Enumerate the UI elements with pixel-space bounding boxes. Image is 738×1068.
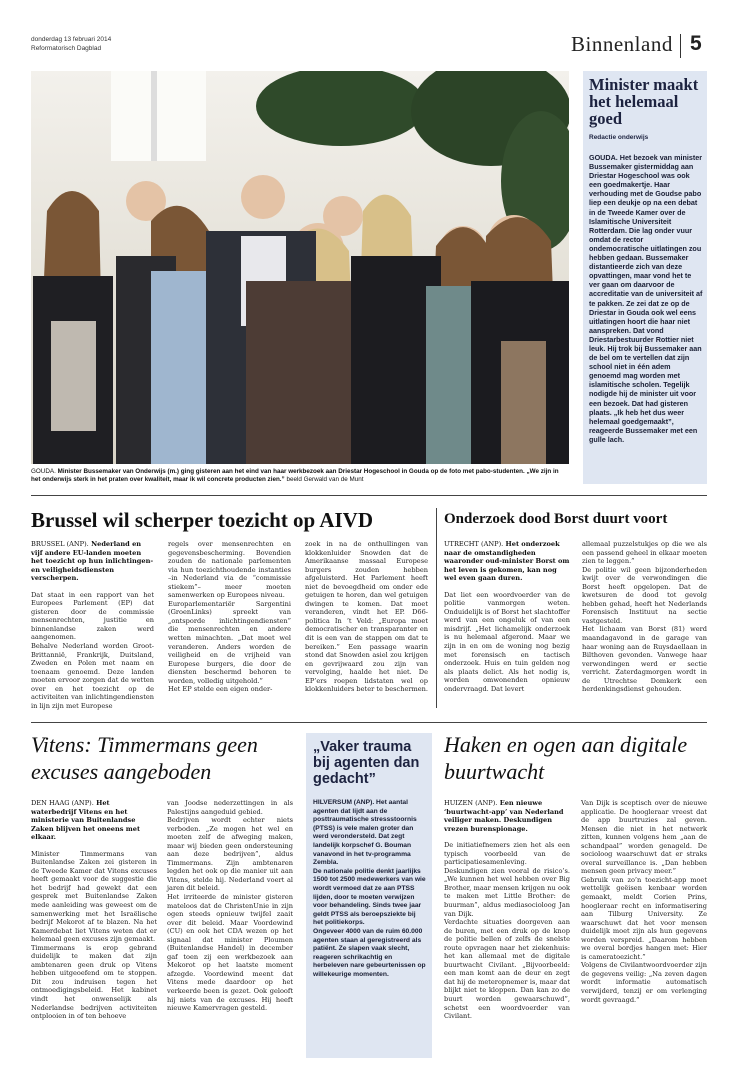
article3-body-col2: van Joodse nederzettingen in als Palestijns aangeduid gebied. Bedrijven wordt echter niets verboden. „Ze mogen het wel en moeten zelf de afweging maken, maar wij bieden geen ondersteuning aan deze bedrijven”, aldus Timmermans. Zijn ambtenaren legden het ook op die manier uit aan Vitens, stelde hij. Nederland voert al jaren dit beleid. Het irriteerde de minister gisteren mateloos dat de ChristenUnie in zijn ogen steeds opnieuw twijfel zaait over dit beleid. Maar Voordewind (CU) en ook het CDA wezen op het signaal dat minister Ploumen (Buitenlandse Handel) in december gaf toen zij een werkbezoek aan Mekorot op het laatste moment afzegde. Voordewind meent dat Vitens mede daardoor op het verkeerde been is gezet. Ook gelooft hij niets van de excuses. Hij heeft nieuwe Kamervragen gesteld. <box>167 799 293 1013</box>
article2-lead-text: Het onderzoek naar de omstandigheden waaronder oud-minister Borst om het leven is gekomen, kan nog wel even gaan duren. <box>444 540 570 583</box>
article1-body-col2: regels over mensenrechten en gegevensbescherming. Bovendien zouden de nationale parlementen via hun toezichthoudende instanties –in Nederland via de “commissie stiekem”– meer moeten samenwerken op Europees niveau. Europarlementariër Sargentini (GroenLinks) spreekt van „ontsporde inlichtingendiensten” die mensenrechten en andere wetten minachten. „Dat moet wel veranderen. Anders worden de veiligheid en de vrijheid van Europese burgers, die door de diensten beschermd behoren te worden, volledig uitgehold.” Het EP stelde een eigen onder- <box>168 540 291 694</box>
column-divider <box>436 508 437 708</box>
article2-headline: Onderzoek dood Borst duurt voort <box>444 511 668 527</box>
article3-body-col1: Minister Timmermans van Buitenlandse Zaken zei gisteren in de Tweede Kamer dat Vitens excuses heeft gemaakt voor de suggestie die het bedrijf had gewekt dat een gesprek met Buitenlandse Zaken mede aanleiding was geweest om de samenwerking met het Israëlische bedrijf Mekorot af te blazen. Na het Kamerdebat liet Vitens weten dat er helemaal geen excuses zijn gemaakt. Timmermans is erop gebrand duidelijk te maken dat zijn ambtenaren geen druk op Vitens hebben uitgeoefend om te stoppen. Dit zou indruisen tegen het ontmoedigingsbeleid. Het kabinet vindt het onwenselijk als Nederlandse bedrijven activiteiten ontplooien in of ten behoeve <box>31 849 157 1021</box>
article5-dateline: HUIZEN (ANP). <box>444 799 498 807</box>
article2-dateline: UTRECHT (ANP). <box>444 540 504 548</box>
article1-body-col3: zoek in na de onthullingen van klokkenluider Snowden dat de Amerikaanse massaal Europese burgers zouden hebben afgeluisterd. Het Parlement heeft niet de bevoegdheid om onder ede getuigen te horen, dan wel getuigen dwingen te komen. Dat moet veranderen, vindt het EP. D66-politica In ’t Veld: „Europa moet democratischer en transparanter en dit is een van de stappen om dat te bereiken.” Een passage waarin stond dat Snowden asiel zou krijgen en gevrijwaard zou zijn van vervolging, haalde het niet. De EP’ers roepen lidstaten wel op klokkenluiders beter te beschermen. <box>305 540 429 694</box>
article1-lead-text: Nederland en vijf andere EU-landen moeten het toezicht op hun inlichtingen- en veiligheidsdiensten verscherpen. <box>31 540 154 583</box>
article4-body: HILVERSUM (ANP). Het aantal agenten dat lijdt aan de posttraumatische stressstoornis (PTSS) is vele malen groter dan werd verondersteld. Dat zegt landelijk korpschef G. Bouman vanavond in het tv-programma Zembla. De nationale politie denkt jaarlijks 1500 tot 2500 medewerkers van wie wordt vermoed dat ze aan PTSS lijden, door te moeten verwijzen voor behandeling. Sinds twee jaar geldt PTSS als beroepsziekte bij het politiekorps. Ongeveer 4000 van de ruim 60.000 agenten staan al geregistreerd als patiënt. Ze slapen vaak slecht, reageren schrikachtig en herbeleven nare gebeurtenissen op willekeurige momenten. <box>313 799 426 978</box>
group-photo <box>31 71 569 464</box>
article1-col1 <box>31 540 154 710</box>
article3-headline: Vitens: Timmermans geen excuses aangeboden <box>31 732 258 784</box>
sidebar-byline: Redactie onderwijs <box>589 134 649 141</box>
sidebar-box <box>583 71 707 484</box>
article1-headline: Brussel wil scherper toezicht op AIVD <box>31 508 373 532</box>
article5-col1 <box>444 799 570 1021</box>
caption-quote: „We zijn in het onderwijs sterk in het praten over kwaliteit, maar ik wil concrete producten zien.” <box>31 468 559 484</box>
article2-lead <box>444 540 570 583</box>
article3-lead-text: Het waterbedrijf Vitens en het ministerie van Buitenlandse Zaken blijven het oneens met elkaar. <box>31 799 140 842</box>
header-divider <box>680 34 681 58</box>
page-date: donderdag 13 februari 2014 <box>31 36 112 43</box>
article5-body-col1: De initiatiefnemers zien het als een typisch voorbeeld van de participatiesamenleving. Deskundigen zien vooral de risico’s. „We kunnen het wel hebben over Big Brother, maar mensen krijgen nu ook te maken met Little Brother: de buurman”, aldus mediasocioloog Jan van Dijk. Verdachte situaties doorgeven aan de buren, met een druk op de knop de politie bellen of zelfs de snelste route opvragen naar het ziekenhuis: het kan allemaal met de digitale buurtwacht Civilant. „Bijvoorbeeld: een man komt aan de deur en zegt dat hij de meteropnemer is, maar dat blijkt niet te kloppen. Dan kan zo de buurt worden gewaarschuwd”, schetst een woordvoerder van Civilant. <box>444 841 570 1021</box>
sidebar-title: Minister maakt het helemaal goed <box>589 75 699 128</box>
article1-dateline: BRUSSEL (ANP). <box>31 540 89 548</box>
article5-body-col2: Van Dijk is sceptisch over de nieuwe applicatie. De hoogleraar vreest dat de app buurtruzies zal geven. Mensen die niet in het netwerk zitten, kunnen volgens hem „aan de schandpaal” worden genageld. De socioloog waarschuwt dat er straks overal surveillance is. „Dan hebben mensen geen privacy meer.” Gebruik van zo’n toezicht-app moet wettelijk geëisen kenbaar worden gemaakt, meldt Corien Prins, hoogleraar recht en informatisering aan Tilburg University. Ze waarschuwt dat het voor mensen duidelijk moet zijn als hun gegevens worden verspreid. „Daarom hebben we overal bordjes hangen met: Hier is cameratoezicht.” Volgens de Civilantwoordvoerder zijn de gegevens veilig: „Na zeven dagen wordt informatie automatisch verwijderd, tenzij er om verlenging wordt gevraagd.” <box>581 799 707 1004</box>
caption-credit: beeld Gerwald van de Munt <box>286 476 364 484</box>
caption-place: GOUDA. <box>31 468 56 475</box>
section-rule-2 <box>31 722 707 723</box>
section-title: Binnenland <box>571 32 673 56</box>
article3-col1 <box>31 799 157 1021</box>
article3-dateline: DEN HAAG (ANP). <box>31 799 94 807</box>
article2-body-col2: allemaal puzzelstukjes op die we als een passend geheel in elkaar moeten zien te leggen.” De politie wil geen bijzonderheden kwijt over de verwondingen die Borst heeft opgelopen. Dat de kwetsuren de dood tot gevolg hebben gehad, heeft het Nederlands Forensisch Instituut na sectie vastgesteld. Het lichaam van Borst (81) werd maandagavond in de garage van haar woning aan de Ruysdaellaan in Bilthoven gevonden. Vanwege haar verwondingen werd er sectie verricht. Zaterdagmorgen wordt in de Utrechtse Domkerk een herdenkingsdienst gehouden. <box>582 540 707 694</box>
photo-illustration <box>31 71 569 464</box>
page-number: 5 <box>690 32 702 55</box>
article5-lead <box>444 799 570 833</box>
article3-lead <box>31 799 157 842</box>
photo-caption <box>31 468 569 485</box>
article4-box <box>306 733 432 1058</box>
article2-col1 <box>444 540 570 693</box>
article2-body-col1: Dat liet een woordvoerder van de politie vanmorgen weten. Onduidelijk is of Borst het slachtoffer werd van een ongeluk of van een misdrijf. „Het lichamelijk onderzoek is nu helemaal afgerond. Maar we zijn in en om de woning nog bezig met forensisch en tactisch onderzoek. Huis en tuin gelden nog als plaats delict. Als het nodig is, worden omwonenden opnieuw ondervraagd. Dat levert <box>444 590 570 693</box>
article5-headline: Haken en ogen aan digitale buurtwacht <box>444 732 688 784</box>
newspaper-name: Reformatorisch Dagblad <box>31 45 102 52</box>
article1-lead <box>31 540 154 583</box>
article5-lead-text: Een nieuwe ‘buurtwacht-app’ van Nederland veiliger maken. Deskundigen vrezen burenspionage. <box>444 799 564 833</box>
article1-body-col1: Dat staat in een rapport van het Europees Parlement (EP) dat gisteren door de commissie mensenrechten, justitie en binnenlandse zaken werd aangenomen. Behalve Nederland worden Groot-Brittannië, Frankrijk, Duitsland, Zweden en Polen met naam en toenaam genoemd. Deze landen moeten ervoor zorgen dat de wetten over en het toezicht op de activiteiten van inlichtingendiensten in lijn zijn met Europese <box>31 590 154 710</box>
article4-headline: „Vaker trauma bij agenten dan gedacht” <box>313 739 420 787</box>
sidebar-body: GOUDA. Het bezoek van minister Bussemaker gistermiddag aan Driestar Hogeschool was ook een goedmakertje. Haar verhouding met de Goudse pabo liep een deukje op na een debat in de Tweede Kamer over de Islamitische Universiteit Rotterdam. Die lag onder vuur omdat de rector ondemocratische uitlatingen zou hebben gedaan. Bussemaker distantieerde zich van deze opvattingen, maar vond het te ver gaan om daarvoor de accreditatie van de universiteit af te pakken. Ze zei dat ze op de Driestar in Gouda ook wel eens uitlatingen hoort die haar niet aanspreken. Dat vond Driestarbestuurder Rottier niet leuk. Hij trok bij Bussemaker aan de bel om te vertellen dat zijn school niet in één adem genoemd mag worden met islamitische scholen. Tegelijk nodigde hij de minister uit voor een bezoek. Dat had gisteren plaats. „Ik heb het dus weer helemaal goedgemaakt”, reageerde Bussemaker met een gulle lach. <box>589 153 703 444</box>
section-rule <box>31 495 707 496</box>
caption-main: Minister Bussemaker van Onderwijs (m.) ging gisteren aan het eind van haar werkbezoek aan Driestar Hogeschool in Gouda op de foto met pabo-studenten. <box>57 468 525 475</box>
